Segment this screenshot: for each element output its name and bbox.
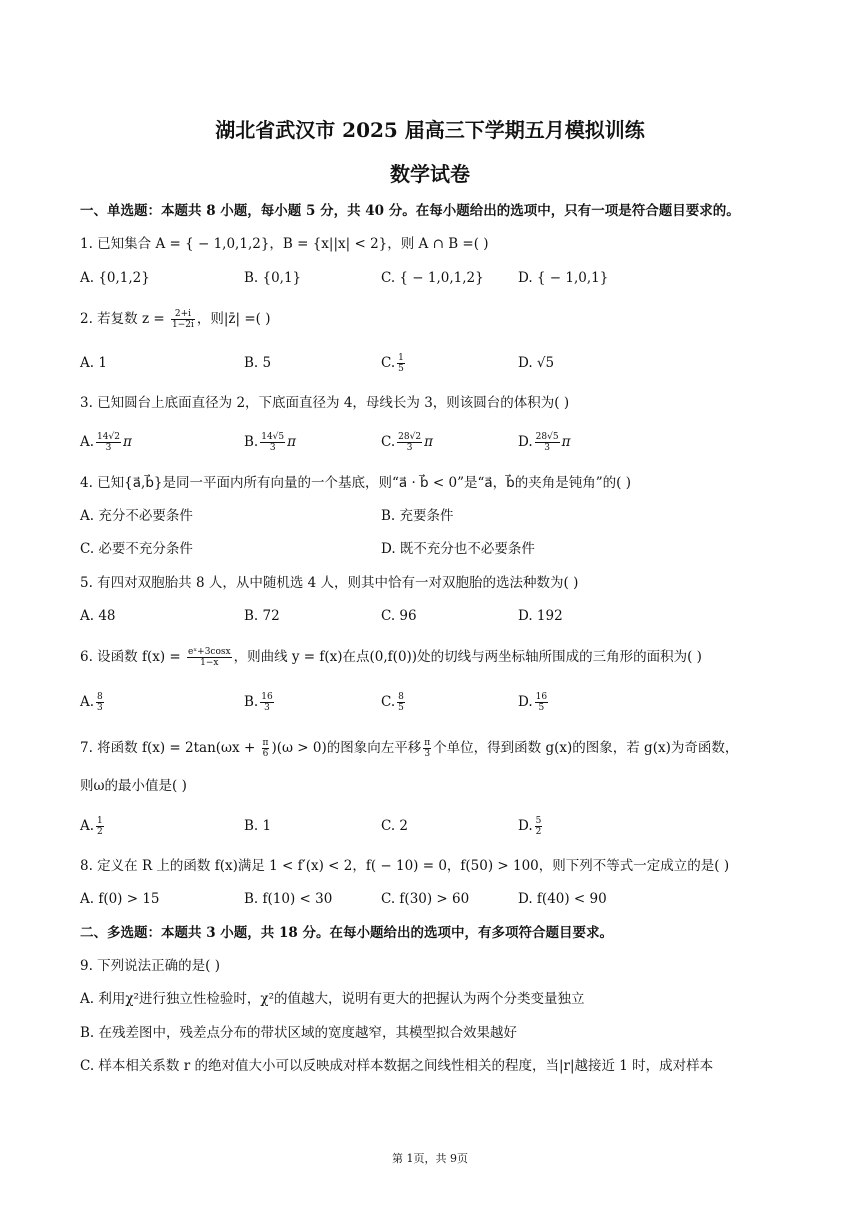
question-5-option-b: B. 72 — [244, 608, 280, 624]
question-2-stem: 2. 若复数 z = $\frac{2+i}{1-2i}$ ，则|z̄| =( ) — [80, 309, 271, 330]
question-5-stem: 5. 有四对双胞胎共 8 人，从中随机选 4 人，则其中恰有一对双胞胎的选法种数为( ) — [80, 575, 579, 591]
question-7-stem-line2: 则ω的最小值是( ) — [80, 778, 187, 794]
question-6-fraction: $\frac{\text{eˣ+3cosx}}{1-x}$ — [188, 647, 231, 668]
page-title: 湖北省武汉市 2025 届高三下学期五月模拟训练 — [215, 118, 645, 142]
question-7-stem: 7. 将函数 f(x) = 2tan(ωx + $\frac{\pi}{6}$ )(ω > 0)的图象向左平移 $\frac{\pi}{3}$ 个单位，得到函数 g(x)的图象，若 g(x)为奇函数， — [80, 738, 739, 759]
question-6-option-c: C. $\frac{8}{5}$ — [381, 692, 404, 713]
question-4-stem: 4. 已知{a⃗,b⃗}是同一平面内所有向量的一个基底，则“a⃗ · b⃗ < 0”是“a⃗，b⃗的夹角是钝角”的( ) — [80, 475, 631, 491]
question-8-option-c: C. f(30) > 60 — [381, 891, 470, 907]
question-9-option-a: A. 利用χ²进行独立性检验时，χ²的值越大，说明有更大的把握认为两个分类变量独立 — [80, 991, 585, 1007]
question-8-option-b: B. f(10) < 30 — [244, 891, 333, 907]
page-footer: 第 1页，共 9页 — [392, 1152, 468, 1165]
question-8-stem: 8. 定义在 R 上的函数 f(x)满足 1 < f′(x) < 2，f( − 10) = 0，f(50) > 100，则下列不等式一定成立的是( ) — [80, 858, 730, 874]
page-subtitle: 数学试卷 — [390, 162, 470, 186]
question-7-option-d: D. $\frac{5}{2}$ — [518, 816, 542, 837]
question-4-option-a: A. 充分不必要条件 — [80, 508, 193, 524]
question-3-option-c: C. $\frac{28√2}{3}$ π — [381, 432, 433, 453]
question-1-option-a: A. {0,1,2} — [80, 270, 150, 286]
question-2-option-d: D. √5 — [518, 355, 555, 371]
question-6-option-d: D. $\frac{16}{5}$ — [518, 692, 548, 713]
question-2-option-c: C. $\frac{1}{5}$ — [381, 353, 404, 374]
question-9-option-c: C. 样本相关系数 r 的绝对值大小可以反映成对样本数据之间线性相关的程度，当|r|越接近 1 时，成对样本 — [80, 1058, 714, 1074]
question-4-option-b: B. 充要条件 — [381, 508, 454, 524]
section-heading-multi-choice: 二、多选题：本题共 3 小题，共 18 分。在每小题给出的选项中，有多项符合题目要求。 — [80, 925, 613, 941]
question-2-option-b: B. 5 — [244, 355, 272, 371]
question-1-stem: 1. 已知集合 A = { − 1,0,1,2}，B = {x||x| < 2}，则 A ∩ B =( ) — [80, 236, 489, 252]
question-9-option-b: B. 在残差图中，残差点分布的带状区域的宽度越窄，其模型拟合效果越好 — [80, 1025, 518, 1041]
question-2-fraction: $\frac{2+i}{1-2i}$ — [171, 309, 194, 330]
question-4-option-c: C. 必要不充分条件 — [80, 541, 193, 557]
question-3-option-a: A. $\frac{14√2}{3}$ π — [80, 432, 132, 453]
question-3-stem: 3. 已知圆台上底面直径为 2，下底面直径为 4，母线长为 3，则该圆台的体积为( ) — [80, 395, 570, 411]
question-1-option-c: C. { − 1,0,1,2} — [381, 270, 484, 286]
question-7-option-b: B. 1 — [244, 818, 272, 834]
question-9-stem: 9. 下列说法正确的是( ) — [80, 958, 220, 974]
question-6-option-b: B. $\frac{16}{3}$ — [244, 692, 273, 713]
question-3-option-d: D. $\frac{28√5}{3}$ π — [518, 432, 571, 453]
question-1-option-b: B. {0,1} — [244, 270, 302, 286]
question-3-option-b: B. $\frac{14√5}{3}$ π — [244, 432, 297, 453]
question-8-option-d: D. f(40) < 90 — [518, 891, 607, 907]
question-7-option-a: A. $\frac{1}{2}$ — [80, 816, 103, 837]
question-5-option-d: D. 192 — [518, 608, 563, 624]
question-4-option-d: D. 既不充分也不必要条件 — [381, 541, 535, 557]
section-heading-single-choice: 一、单选题：本题共 8 小题，每小题 5 分，共 40 分。在每小题给出的选项中，只有一项是符合题目要求的。 — [80, 203, 740, 219]
question-5-option-c: C. 96 — [381, 608, 417, 624]
question-6-option-a: A. $\frac{8}{3}$ — [80, 692, 103, 713]
question-1-option-d: D. { − 1,0,1} — [518, 270, 609, 286]
question-7-option-c: C. 2 — [381, 818, 409, 834]
question-8-option-a: A. f(0) > 15 — [80, 891, 160, 907]
question-6-stem: 6. 设函数 f(x) = $\frac{\text{eˣ+3cosx}}{1-x}$ ，则曲线 y = f(x)在点(0,f(0))处的切线与两坐标轴所围成的三角形的面积为( ) — [80, 647, 702, 668]
question-2-option-a: A. 1 — [80, 355, 107, 371]
question-5-option-a: A. 48 — [80, 608, 116, 624]
